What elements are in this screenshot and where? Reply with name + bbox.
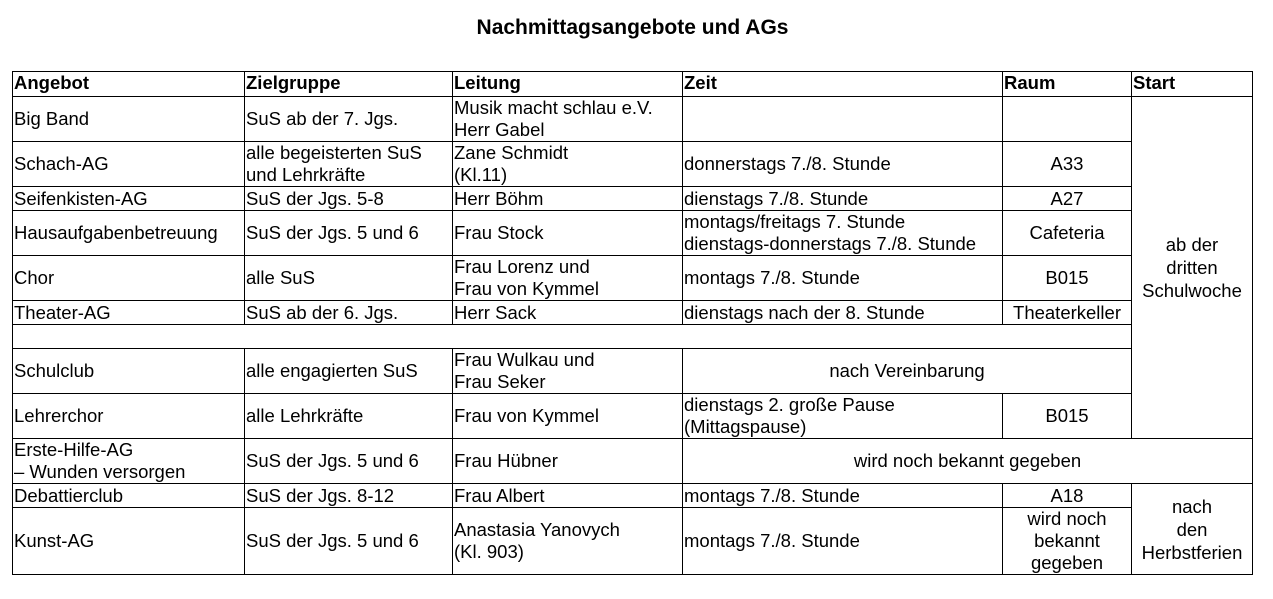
zielgruppe-line: alle begeisterten SuS <box>246 142 422 163</box>
cell-zielgruppe <box>245 142 453 187</box>
start-line: nach <box>1171 495 1213 517</box>
cell-zeit: dienstags 7./8. Stunde <box>683 187 1003 211</box>
leitung-line: Musik macht schlau e.V. <box>454 97 653 118</box>
cell-leitung <box>453 256 683 301</box>
cell-zeit <box>683 394 1003 439</box>
cell-angebot <box>13 439 245 484</box>
cell-angebot: Kunst-AG <box>13 508 245 575</box>
header-angebot: Angebot <box>13 72 245 97</box>
cell-leitung <box>453 349 683 394</box>
cell-zeit-raum: nach Vereinbarung <box>683 349 1132 394</box>
header-zielgruppe: Zielgruppe <box>245 72 453 97</box>
cell-start-group2 <box>1132 484 1253 575</box>
header-start: Start <box>1132 72 1253 97</box>
cell-zeit <box>683 97 1003 142</box>
header-raum: Raum <box>1003 72 1132 97</box>
leitung-line: Zane Schmidt <box>454 142 569 163</box>
cell-zielgruppe: alle SuS <box>245 256 453 301</box>
cell-zielgruppe: SuS der Jgs. 8-12 <box>245 484 453 508</box>
ag-table <box>12 71 1253 575</box>
zeit-line: montags/freitags 7. Stunde <box>684 211 906 232</box>
cell-zielgruppe: SuS der Jgs. 5 und 6 <box>245 211 453 256</box>
cell-zielgruppe: alle engagierten SuS <box>245 349 453 394</box>
leitung-line: Frau Wulkau und <box>454 349 595 370</box>
cell-zielgruppe: SuS der Jgs. 5 und 6 <box>245 439 453 484</box>
cell-leitung: Frau Hübner <box>453 439 683 484</box>
table-row <box>13 508 1253 575</box>
cell-raum: A27 <box>1003 187 1132 211</box>
cell-leitung <box>453 508 683 575</box>
leitung-line: Frau von Kymmel <box>454 278 599 299</box>
zielgruppe-line: und Lehrkräfte <box>246 164 366 185</box>
start-line: Schulwoche <box>1142 280 1242 301</box>
angebot-line: Erste-Hilfe-AG <box>14 439 134 460</box>
start-line: den <box>1176 518 1208 540</box>
table-row <box>13 187 1253 211</box>
cell-zielgruppe: alle Lehrkräfte <box>245 394 453 439</box>
cell-angebot: Seifenkisten-AG <box>13 187 245 211</box>
cell-raum: B015 <box>1003 394 1132 439</box>
leitung-line: Anastasia Yanovych <box>454 519 620 540</box>
header-leitung: Leitung <box>453 72 683 97</box>
cell-zielgruppe: SuS ab der 6. Jgs. <box>245 301 453 325</box>
angebot-line: – Wunden versorgen <box>14 461 186 482</box>
table-row <box>13 211 1253 256</box>
cell-raum <box>1003 508 1132 575</box>
table-row <box>13 439 1253 484</box>
cell-angebot: Theater-AG <box>13 301 245 325</box>
cell-angebot: Hausaufgabenbetreuung <box>13 211 245 256</box>
leitung-line: (Kl.11) <box>454 164 508 185</box>
cell-zeit: donnerstags 7./8. Stunde <box>683 142 1003 187</box>
zeit-line: (Mittagspause) <box>684 416 807 437</box>
cell-zielgruppe: SuS der Jgs. 5-8 <box>245 187 453 211</box>
cell-leitung: Frau Albert <box>453 484 683 508</box>
cell-start-group1 <box>1132 97 1253 439</box>
zeit-line: dienstags-donnerstags 7./8. Stunde <box>684 233 977 254</box>
raum-line: bekannt <box>1034 530 1100 551</box>
cell-leitung: Frau Stock <box>453 211 683 256</box>
raum-line: gegeben <box>1030 552 1104 573</box>
table-row <box>13 349 1253 394</box>
cell-leitung <box>453 97 683 142</box>
cell-leitung: Frau von Kymmel <box>453 394 683 439</box>
table-row <box>13 484 1253 508</box>
cell-zielgruppe: SuS ab der 7. Jgs. <box>245 97 453 142</box>
leitung-line: Frau Lorenz und <box>454 256 590 277</box>
cell-leitung: Herr Sack <box>453 301 683 325</box>
cell-zielgruppe: SuS der Jgs. 5 und 6 <box>245 508 453 575</box>
table-row <box>13 301 1253 325</box>
cell-raum: A33 <box>1003 142 1132 187</box>
cell-raum: Cafeteria <box>1003 211 1132 256</box>
cell-leitung: Herr Böhm <box>453 187 683 211</box>
cell-angebot: Lehrerchor <box>13 394 245 439</box>
leitung-line: Herr Gabel <box>454 119 545 140</box>
cell-angebot: Debattierclub <box>13 484 245 508</box>
cell-angebot: Schulclub <box>13 349 245 394</box>
cell-zeit <box>683 211 1003 256</box>
separator-row <box>13 325 1253 349</box>
leitung-line: Frau Seker <box>454 371 546 392</box>
table-row <box>13 256 1253 301</box>
start-line: Herbstferien <box>1141 541 1243 563</box>
cell-zeit: montags 7./8. Stunde <box>683 508 1003 575</box>
separator-cell <box>13 325 1132 349</box>
cell-raum: A18 <box>1003 484 1132 508</box>
leitung-line: (Kl. 903) <box>454 541 524 562</box>
table-row <box>13 142 1253 187</box>
zeit-line: dienstags 2. große Pause <box>684 394 895 415</box>
cell-zeit: montags 7./8. Stunde <box>683 256 1003 301</box>
cell-zeit-raum-start: wird noch bekannt gegeben <box>683 439 1253 484</box>
start-line: dritten <box>1166 257 1218 278</box>
header-zeit: Zeit <box>683 72 1003 97</box>
table-row <box>13 394 1253 439</box>
cell-raum: Theaterkeller <box>1003 301 1132 325</box>
page-title: Nachmittagsangebote und AGs <box>476 16 789 39</box>
start-line: ab der <box>1165 234 1219 255</box>
table-header-row <box>13 72 1253 97</box>
cell-zeit: montags 7./8. Stunde <box>683 484 1003 508</box>
cell-angebot: Big Band <box>13 97 245 142</box>
cell-angebot: Schach-AG <box>13 142 245 187</box>
cell-raum: B015 <box>1003 256 1132 301</box>
raum-line: wird noch <box>1027 508 1107 529</box>
cell-zeit: dienstags nach der 8. Stunde <box>683 301 1003 325</box>
cell-leitung <box>453 142 683 187</box>
cell-angebot: Chor <box>13 256 245 301</box>
cell-raum <box>1003 97 1132 142</box>
table-row <box>13 97 1253 142</box>
